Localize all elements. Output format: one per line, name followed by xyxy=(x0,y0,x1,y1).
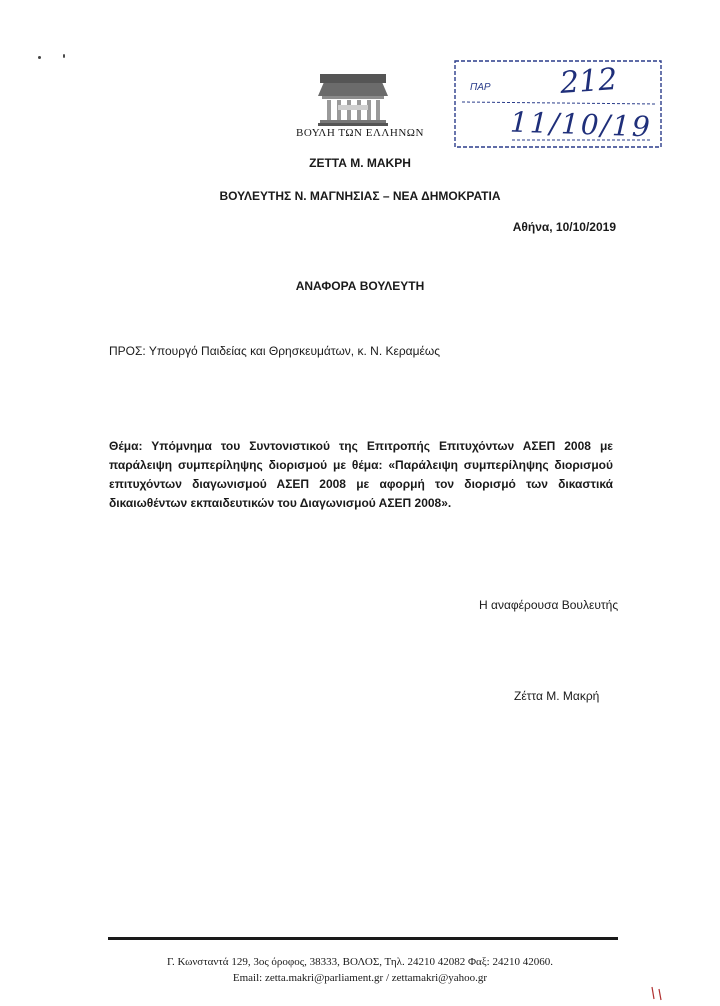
scan-speck xyxy=(63,54,65,58)
parliament-name: ΒΟΥΛΗ ΤΩΝ ΕΛΛΗΝΩΝ xyxy=(296,127,424,139)
parliament-building-icon xyxy=(318,74,388,126)
footer-email: Email: zetta.makri@parliament.gr / zettamakri@yahoo.gr xyxy=(232,972,488,984)
author-name: ΖΕΤΤΑ Μ. ΜΑΚΡΗ xyxy=(309,156,411,170)
document-title: ΑΝΑΦΟΡΑ ΒΟΥΛΕΥΤΗ xyxy=(295,279,425,293)
stamp-date: 11/10/19 xyxy=(509,105,653,144)
footer-address: Γ. Κωνσταντά 129, 3ος όροφος, 38333, ΒΟΛΟΣ, Τηλ. 24210 42082 Φαξ: 24210 42060. xyxy=(167,956,553,968)
subject-paragraph: Θέμα: Υπόμνημα του Συντονιστικού της Επιτροπής Επιτυχόντων ΑΣΕΠ 2008 με παράλειψη συμπερίληψης διορισμού με θέμα: «Παράλειψη συμπερίληψης διορισμού επιτυχόντων διαγωνισμού ΑΣΕΠ 2008 με αφορμή τον διορισμό των δικαστικά δικαιωθέντων εκπαιδευτικών του Διαγωνισμού ΑΣΕΠ 2008». xyxy=(109,439,613,510)
scan-speck xyxy=(38,56,41,59)
stamp-label: ΠΑΡ xyxy=(470,82,491,93)
handwritten-mark-icon xyxy=(648,985,668,1001)
document-date: Αθήνα, 10/10/2019 xyxy=(512,220,616,234)
protocol-stamp xyxy=(452,58,664,153)
signature-name: Ζέττα Μ. Μακρή xyxy=(514,689,600,703)
recipient-line: ΠΡΟΣ: Υπουργό Παιδείας και Θρησκευμάτων, κ. Ν. Κεραμέως xyxy=(109,344,441,358)
footer-divider xyxy=(108,937,618,940)
author-role: ΒΟΥΛΕΥΤΗΣ Ν. ΜΑΓΝΗΣΙΑΣ – ΝΕΑ ΔΗΜΟΚΡΑΤΙΑ xyxy=(219,189,501,203)
signoff-line: Η αναφέρουσα Βουλευτής xyxy=(479,598,619,612)
stamp-protocol-number: 212 xyxy=(558,62,619,101)
